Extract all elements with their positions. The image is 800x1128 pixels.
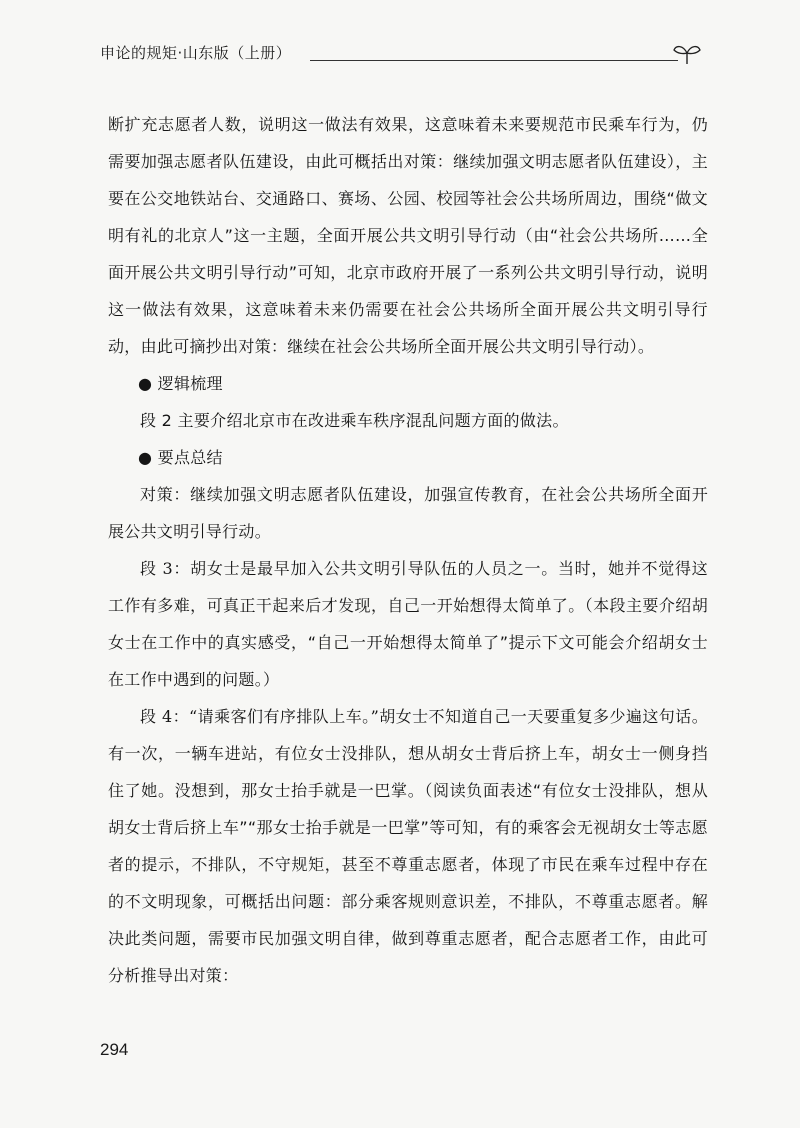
summary-paragraph: 对策：继续加强文明志愿者队伍建设，加强宣传教育，在社会公共场所全面开展公共文明引导行动。 bbox=[108, 485, 708, 541]
section-heading-summary: ● 要点总结 bbox=[138, 448, 223, 467]
paragraph-3-note: （本段主要介绍胡女士在工作中的真实感受，“自己一开始想得太简单了”提示下文可能会介绍胡女士在工作中遇到的问题。） bbox=[108, 596, 708, 689]
paragraph-continued: 断扩充志愿者人数，说明这一做法有效果，这意味着未来要规范市民乘车行为，仍需要加强志愿者队伍建设，由此可概括出对策：继续加强文明志愿者队伍建设），主要在公交地铁站台、交通路口、赛场、公园、校园等社会公共场所周边，围绕“做文明有礼的北京人”这一主题，全面开展公共文明引导行动（由“社会公共场所……全面开展公共文明引导行动”可知，北京市政府开展了一系列公共文明引导行动，说明这一做法有效果，这意味着未来仍需要在社会公共场所全面开展公共文明引导行动，由此可摘抄出对策：继续在社会公共场所全面开展公共文明引导行动）。 bbox=[108, 115, 708, 356]
section-heading-logic: ● 逻辑梳理 bbox=[138, 374, 223, 393]
paragraph-3-quote: 段 3：胡女士是最早加入公共文明引导队伍的人员之一。当时，她并不觉得这工作有多难，可真正干起来后才发现，自己一开始想得太简单了。 bbox=[108, 559, 708, 615]
paragraph-4 bbox=[108, 698, 708, 994]
paragraph-4-quote: 段 4：“请乘客们有序排队上车。”胡女士不知道自己一天要重复多少遍这句话。有一次，一辆车进站，有位女士没排队，想从胡女士背后挤上车，胡女士一侧身挡住了她。没想到，那女士抬手就是一巴掌。 bbox=[108, 707, 708, 800]
page-body bbox=[108, 106, 708, 994]
paragraph-3 bbox=[108, 550, 708, 698]
header-rule bbox=[310, 60, 678, 61]
page-number: 294 bbox=[100, 1040, 129, 1059]
paragraph-4-note: （阅读负面表述“有位女士没排队，想从胡女士背后挤上车”“那女士抬手就是一巴掌”等可知，有的乘客会无视胡女士等志愿者的提示，不排队，不守规矩，甚至不尊重志愿者，体现了市民在乘车过程中存在的不文明现象，可概括出问题：部分乘客规则意识差，不排队，不尊重志愿者。解决此类问题，需要市民加强文明自律，做到尊重志愿者，配合志愿者工作，由此可分析推导出对策： bbox=[108, 781, 708, 985]
sprout-icon bbox=[672, 42, 702, 66]
logic-paragraph: 段 2 主要介绍北京市在改进乘车秩序混乱问题方面的做法。 bbox=[140, 411, 569, 430]
running-header bbox=[100, 42, 700, 72]
book-title: 申论的规矩·山东版（上册） bbox=[100, 44, 292, 62]
